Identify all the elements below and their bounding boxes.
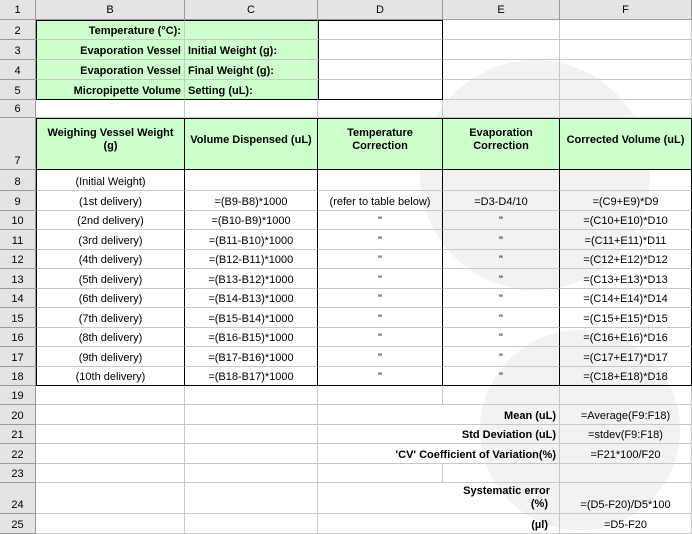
delivery-6-b[interactable]: (6th delivery) — [36, 289, 185, 308]
cell-D5[interactable] — [318, 80, 443, 100]
systematic-error-ul-unit: (µl) — [531, 519, 548, 531]
cell-F19[interactable] — [560, 386, 692, 405]
cell-D23[interactable] — [318, 464, 443, 483]
cell-E2[interactable] — [443, 20, 560, 40]
delivery-10-c[interactable]: =(B18-B17)*1000 — [185, 367, 318, 386]
row-header-15[interactable]: 15 — [0, 308, 36, 328]
row-header-24[interactable]: 24 — [0, 483, 36, 514]
cell-D19[interactable] — [318, 386, 443, 405]
delivery-5-f[interactable]: =(C13+E13)*D13 — [560, 269, 692, 289]
cell-E23[interactable] — [443, 464, 560, 483]
cell-E6[interactable] — [443, 100, 560, 118]
evaporation-vessel-label-1[interactable]: Evaporation Vessel — [36, 40, 185, 60]
delivery-3-d[interactable]: " — [318, 230, 443, 250]
cell-C2[interactable] — [185, 20, 318, 40]
delivery-4-b[interactable]: (4th delivery) — [36, 250, 185, 269]
row-header-9[interactable]: 9 — [0, 191, 36, 211]
delivery-10-f[interactable]: =(C18+E18)*D18 — [560, 367, 692, 386]
cell-B6[interactable] — [36, 100, 185, 118]
setting-label[interactable] — [185, 80, 318, 100]
cell-B21[interactable] — [36, 425, 185, 444]
cell-B23[interactable] — [36, 464, 185, 483]
mean-formula[interactable]: =Average(F9:F18) — [560, 405, 692, 425]
row-header-19[interactable]: 19 — [0, 386, 36, 405]
std-deviation-formula[interactable]: =stdev(F9:F18) — [560, 425, 692, 444]
delivery-10-e[interactable]: " — [443, 367, 560, 386]
row-header-17[interactable]: 17 — [0, 347, 36, 367]
delivery-1-d[interactable]: (refer to table below) — [318, 191, 443, 211]
row-header-5[interactable]: 5 — [0, 80, 36, 100]
cell-B25[interactable] — [36, 514, 185, 534]
delivery-9-b[interactable]: (9th delivery) — [36, 347, 185, 367]
delivery-7-c[interactable]: =(B15-B14)*1000 — [185, 308, 318, 328]
delivery-6-f[interactable]: =(C14+E14)*D14 — [560, 289, 692, 308]
cell-D8[interactable] — [318, 170, 443, 191]
column-header-C[interactable]: C — [185, 0, 318, 20]
delivery-9-d[interactable]: " — [318, 347, 443, 367]
delivery-7-f[interactable]: =(C15+E15)*D15 — [560, 308, 692, 328]
row-header-6[interactable]: 6 — [0, 100, 36, 118]
row-header-12[interactable]: 12 — [0, 250, 36, 269]
delivery-3-e[interactable]: " — [443, 230, 560, 250]
delivery-1-e[interactable]: =D3-D4/10 — [443, 191, 560, 211]
evaporation-vessel-label-2[interactable]: Evaporation Vessel — [36, 60, 185, 80]
row-header-11[interactable]: 11 — [0, 230, 36, 250]
cell-D6[interactable] — [318, 100, 443, 118]
cell-F4[interactable] — [560, 60, 692, 80]
delivery-8-b[interactable]: (8th delivery) — [36, 328, 185, 347]
delivery-4-e[interactable]: " — [443, 250, 560, 269]
cell-C19[interactable] — [185, 386, 318, 405]
delivery-2-f[interactable]: =(C10+E10)*D10 — [560, 211, 692, 230]
cell-D3[interactable] — [318, 40, 443, 60]
cell-E8[interactable] — [443, 170, 560, 191]
delivery-5-e[interactable]: " — [443, 269, 560, 289]
cell-E5[interactable] — [443, 80, 560, 100]
delivery-5-b[interactable]: (5th delivery) — [36, 269, 185, 289]
delivery-7-d[interactable]: " — [318, 308, 443, 328]
cell-B19[interactable] — [36, 386, 185, 405]
cell-F3[interactable] — [560, 40, 692, 60]
cell-F8[interactable] — [560, 170, 692, 191]
delivery-3-b[interactable]: (3rd delivery) — [36, 230, 185, 250]
initial-weight-label[interactable]: Initial Weight (g): — [185, 40, 318, 60]
cell-F5[interactable] — [560, 80, 692, 100]
delivery-10-b[interactable]: (10th delivery) — [36, 367, 185, 386]
cell-F23[interactable] — [560, 464, 692, 483]
delivery-8-e[interactable]: " — [443, 328, 560, 347]
delivery-7-b[interactable]: (7th delivery) — [36, 308, 185, 328]
systematic-error-ul-label[interactable] — [318, 514, 560, 534]
cell-B24[interactable] — [36, 483, 185, 514]
delivery-9-f[interactable]: =(C17+E17)*D17 — [560, 347, 692, 367]
cell-B20[interactable] — [36, 405, 185, 425]
delivery-2-c[interactable]: =(B10-B9)*1000 — [185, 211, 318, 230]
row-header-3[interactable]: 3 — [0, 40, 36, 60]
cell-D2[interactable] — [318, 20, 443, 40]
mean-label[interactable] — [318, 405, 560, 425]
systematic-error-percent-unit: (%) — [530, 498, 548, 510]
row-header-21[interactable]: 21 — [0, 425, 36, 444]
systematic-error-label[interactable] — [318, 483, 560, 514]
cell-C20[interactable] — [185, 405, 318, 425]
cell-F2[interactable] — [560, 20, 692, 40]
delivery-4-f[interactable]: =(C12+E12)*D12 — [560, 250, 692, 269]
row-header-7[interactable]: 7 — [0, 118, 36, 170]
row-header-10[interactable]: 10 — [0, 211, 36, 230]
row-header-8[interactable]: 8 — [0, 170, 36, 191]
cell-C24[interactable] — [185, 483, 318, 514]
header-corrected-volume[interactable]: Corrected Volume (uL) — [560, 118, 692, 170]
column-header-D[interactable]: D — [318, 0, 443, 20]
delivery-8-f[interactable]: =(C16+E16)*D16 — [560, 328, 692, 347]
delivery-2-e[interactable]: " — [443, 211, 560, 230]
cell-F6[interactable] — [560, 100, 692, 118]
column-header-B[interactable]: B — [36, 0, 185, 20]
row-header-18[interactable]: 18 — [0, 367, 36, 386]
header-temperature-correction[interactable]: Temperature Correction — [318, 118, 443, 170]
header-volume-dispensed[interactable]: Volume Dispensed (uL) — [185, 118, 318, 170]
cv-label[interactable]: 'CV' Coefficient of Variation(%) — [318, 444, 560, 464]
row-header-25[interactable]: 25 — [0, 514, 36, 534]
final-weight-label[interactable]: Final Weight (g): — [185, 60, 318, 80]
temperature-label[interactable]: Temperature (°C): — [36, 20, 185, 40]
cell-C21[interactable] — [185, 425, 318, 444]
row-header-22[interactable]: 22 — [0, 444, 36, 464]
delivery-2-d[interactable]: " — [318, 211, 443, 230]
cell-C23[interactable] — [185, 464, 318, 483]
column-header-E[interactable]: E — [443, 0, 560, 20]
std-deviation-label[interactable]: Std Deviation (uL) — [318, 425, 560, 444]
delivery-5-c[interactable]: =(B13-B12)*1000 — [185, 269, 318, 289]
delivery-8-d[interactable]: " — [318, 328, 443, 347]
delivery-10-d[interactable]: " — [318, 367, 443, 386]
row-header-20[interactable]: 20 — [0, 405, 36, 425]
delivery-9-e[interactable]: " — [443, 347, 560, 367]
delivery-1-f[interactable]: =(C9+E9)*D9 — [560, 191, 692, 211]
cell-C6[interactable] — [185, 100, 318, 118]
header-weighing-vessel[interactable]: Weighing Vessel Weight (g) — [36, 118, 185, 170]
setting-label-text: Setting (uL): — [188, 85, 253, 97]
delivery-6-c[interactable]: =(B14-B13)*1000 — [185, 289, 318, 308]
mean-label-text: Mean (uL) — [504, 410, 556, 422]
delivery-4-c[interactable]: =(B12-B11)*1000 — [185, 250, 318, 269]
delivery-3-c[interactable]: =(B11-B10)*1000 — [185, 230, 318, 250]
row-header-2[interactable]: 2 — [0, 20, 36, 40]
systematic-error-percent-formula[interactable]: =(D5-F20)/D5*100 — [560, 483, 692, 514]
cell-C25[interactable] — [185, 514, 318, 534]
cell-E4[interactable] — [443, 60, 560, 80]
delivery-6-e[interactable]: " — [443, 289, 560, 308]
delivery-1-b[interactable]: (1st delivery) — [36, 191, 185, 211]
row-header-16[interactable]: 16 — [0, 328, 36, 347]
delivery-5-d[interactable]: " — [318, 269, 443, 289]
delivery-6-d[interactable]: " — [318, 289, 443, 308]
cell-C8[interactable] — [185, 170, 318, 191]
cell-D4[interactable] — [318, 60, 443, 80]
systematic-error-title: Systematic error — [463, 485, 550, 497]
row-header-13[interactable]: 13 — [0, 269, 36, 289]
delivery-7-e[interactable]: " — [443, 308, 560, 328]
delivery-2-b[interactable]: (2nd delivery) — [36, 211, 185, 230]
column-header-F[interactable]: F — [560, 0, 692, 20]
cell-E19[interactable] — [443, 386, 560, 405]
cell-C22[interactable] — [185, 444, 318, 464]
cell-B22[interactable] — [36, 444, 185, 464]
row-header-23[interactable]: 23 — [0, 464, 36, 483]
cell-E3[interactable] — [443, 40, 560, 60]
header-evaporation-correction[interactable]: Evaporation Correction — [443, 118, 560, 170]
cv-formula[interactable]: =F21*100/F20 — [560, 444, 692, 464]
corner-cell[interactable]: 1 — [0, 0, 36, 20]
delivery-4-d[interactable]: " — [318, 250, 443, 269]
delivery-3-f[interactable]: =(C11+E11)*D11 — [560, 230, 692, 250]
micropipette-volume-label[interactable]: Micropipette Volume — [36, 80, 185, 100]
systematic-error-ul-formula[interactable]: =D5-F20 — [560, 514, 692, 534]
initial-weight-cell[interactable]: (Initial Weight) — [36, 170, 185, 191]
delivery-9-c[interactable]: =(B17-B16)*1000 — [185, 347, 318, 367]
row-header-14[interactable]: 14 — [0, 289, 36, 308]
delivery-1-c[interactable]: =(B9-B8)*1000 — [185, 191, 318, 211]
row-header-4[interactable]: 4 — [0, 60, 36, 80]
delivery-8-c[interactable]: =(B16-B15)*1000 — [185, 328, 318, 347]
